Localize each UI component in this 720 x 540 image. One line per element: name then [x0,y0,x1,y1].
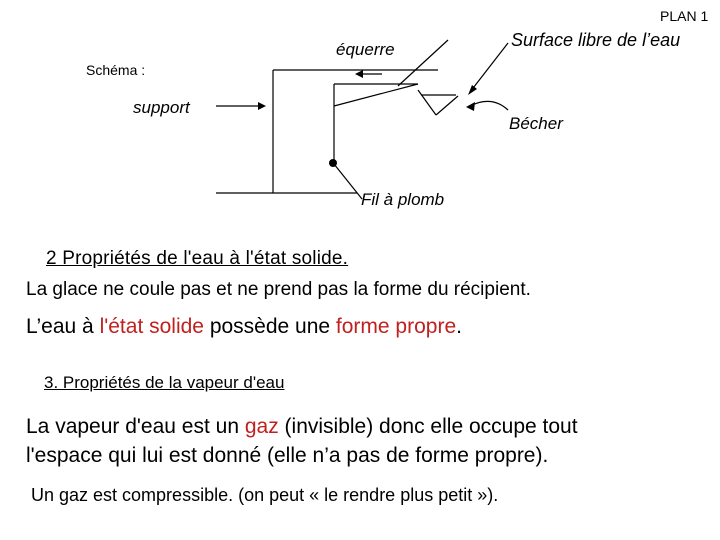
becher-arrowhead [466,102,475,111]
section2-heading: 2 Propriétés de l'eau à l'état solide. [46,248,349,269]
section3-heading: 3. Propriétés de la vapeur d'eau [44,373,285,392]
equerre-label: équerre [336,40,395,59]
becher-pointer [470,101,508,110]
fil-pointer [334,164,362,199]
becher-label: Bécher [509,114,563,133]
surface-pointer [470,43,508,92]
section3-para2: Un gaz est compressible. (on peut « le rendre plus petit »). [31,485,499,505]
section2-line2 [26,315,462,339]
becher-right-wall [436,96,458,115]
equerre-diagonal [334,84,418,106]
section3-para1-line2: l'espace qui lui est donné (elle n’a pas de forme propre). [26,444,549,467]
support-arrowhead [258,102,266,110]
section2-highlight-etat-solide: l'état solide [99,315,204,338]
section2-line2-part1: L’eau à [26,315,100,338]
becher-left-wall [418,90,436,115]
section3-para1-part1: La vapeur d'eau est un [26,415,245,438]
equerre-arrowhead [355,70,363,78]
plumb-bob [329,159,337,167]
section2-line2-part3: . [456,315,462,338]
plan-label: PLAN 1 [660,8,709,24]
support-label: support [133,98,190,117]
fil-a-plomb-label: Fil à plomb [361,190,445,209]
surface-arrowhead [468,85,477,95]
section2-highlight-forme-propre: forme propre [335,315,457,338]
section3-para1 [26,412,578,470]
section3-highlight-gaz: gaz [244,415,279,438]
becher-rim [398,40,448,86]
surface-libre-label: Surface libre de l’eau [511,30,681,50]
section3-para1-part2: (invisible) donc elle occupe tout [278,415,578,438]
schema-label: Schéma : [86,62,146,78]
section2-line2-part2: possède une [203,315,336,338]
section2-line1: La glace ne coule pas et ne prend pas la forme du récipient. [26,279,531,300]
